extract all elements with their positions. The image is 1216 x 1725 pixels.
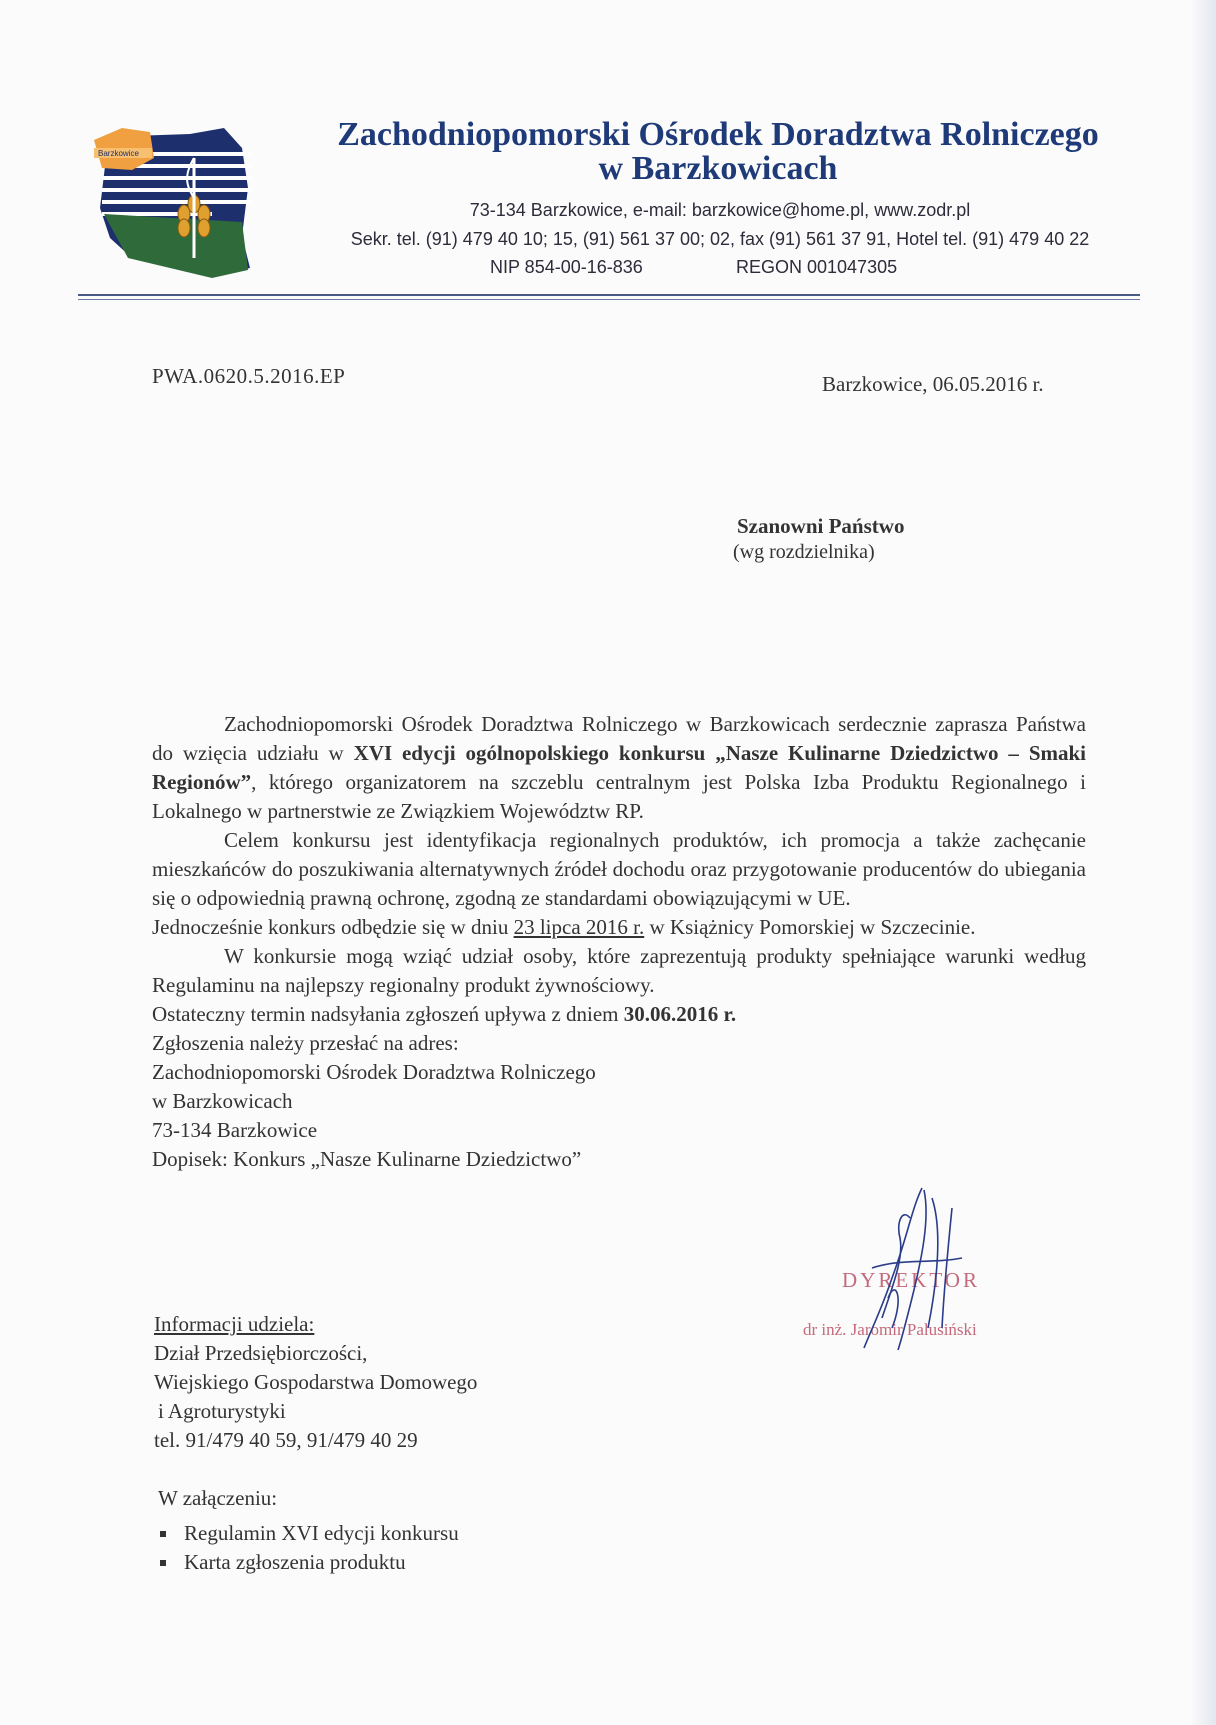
event-text: Jednocześnie konkurs odbędzie się w dniu [152, 915, 514, 939]
paragraph-eligibility: W konkursie mogą wziąć udział osoby, które zaprezentują produkty spełniające warunki według Regulaminu na najlepszy regionalny produkt żywnościowy. [152, 944, 1086, 997]
info-line: i Agroturystyki [158, 1399, 286, 1423]
info-phone: tel. 91/479 40 59, 91/479 40 29 [154, 1428, 418, 1452]
address-intro: Zgłoszenia należy przesłać na adres: [152, 1031, 459, 1055]
invitation-text-end: , którego organizatorem na szczeblu centralnym jest Polska Izba Produktu Regionalnego i Lokalnego w partnerstwie ze Związkiem Województw RP. [152, 770, 1086, 823]
paragraph-event-date [152, 913, 1086, 942]
attachments [158, 1484, 459, 1577]
event-place: w Książnicy Pomorskiej w Szczecinie. [644, 915, 976, 939]
letter-body [152, 710, 1086, 1174]
salutation: Szanowni Państwo [737, 514, 905, 538]
deadline-text: Ostateczny termin nadsyłania zgłoszeń upływa z dniem [152, 1002, 624, 1026]
stamp-title: DYREKTOR [842, 1268, 980, 1292]
deadline-date: 30.06.2016 r. [623, 1002, 737, 1026]
contact-info [154, 1310, 477, 1455]
contact-address-email: 73-134 Barzkowice, e-mail: barzkowice@home.pl, www.zodr.pl [469, 200, 971, 220]
paragraph-goal: Celem konkursu jest identyfikacja regionalnych produktów, ich promocja a także zachęcanie mieszkańców do poszukiwania alternatywnych źródeł dochodu oraz przygotowanie producentów do ubiegania się o odpowiednią prawną ochronę, zgodną ze standardami obowiązującymi w UE. [152, 828, 1086, 910]
address-note: Dopisek: Konkurs „Nasze Kulinarne Dziedzictwo” [152, 1147, 582, 1171]
attachment-item: Karta zgłoszenia produktu [158, 1548, 459, 1577]
org-name [278, 118, 1158, 186]
reference-number: PWA.0620.5.2016.EP [152, 364, 346, 388]
distribution-note: (wg rozdzielnika) [733, 541, 875, 563]
invitation-text: Zachodniopomorski Ośrodek Doradztwa Rolniczego w Barzkowicach serdecznie zaprasza Państwa do wzięcia udziału w [152, 712, 1086, 765]
stamp-name: dr inż. Jaromir Palusiński [803, 1320, 977, 1339]
info-heading: Informacji udziela: [154, 1312, 315, 1336]
org-name-line1: Zachodniopomorski Ośrodek Doradztwa Rolniczego [337, 116, 1099, 153]
address-line: Zachodniopomorski Ośrodek Doradztwa Rolniczego [152, 1060, 596, 1084]
zodr-logo-icon [92, 118, 262, 286]
info-line: Wiejskiego Gospodarstwa Domowego [154, 1370, 478, 1394]
logo-label: Barzkowice [98, 149, 139, 158]
address-line: 73-134 Barzkowice [152, 1118, 318, 1142]
paragraph-deadline [152, 1000, 1086, 1029]
attachments-list [158, 1519, 459, 1577]
contact-phones: Sekr. tel. (91) 479 40 10; 15, (91) 561 37 00; 02, fax (91) 561 37 91, Hotel tel. (91) 479 40 22 [350, 229, 1090, 249]
letter-date: Barzkowice, 06.05.2016 r. [822, 372, 1044, 396]
regon-number: REGON 001047305 [736, 257, 898, 277]
header-divider [78, 294, 1140, 296]
scan-edge [1190, 0, 1216, 1725]
event-date: 23 lipca 2016 r. [513, 915, 645, 939]
header-divider-thin [78, 299, 1140, 300]
info-line: Dział Przedsiębiorczości, [154, 1341, 368, 1365]
paragraph-invitation [152, 710, 1086, 826]
attachments-heading: W załączeniu: [158, 1486, 278, 1510]
contest-name: XVI edycji ogólnopolskiego konkursu „Nasze Kulinarne Dziedzictwo – Smaki Regionów” [152, 741, 1086, 794]
org-name-line2: w Barzkowicach [598, 150, 838, 187]
address-line: w Barzkowicach [152, 1089, 293, 1113]
nip-number: NIP 854-00-16-836 [490, 257, 643, 277]
attachment-item: Regulamin XVI edycji konkursu [158, 1519, 459, 1548]
handwritten-signature-icon [852, 1178, 972, 1353]
